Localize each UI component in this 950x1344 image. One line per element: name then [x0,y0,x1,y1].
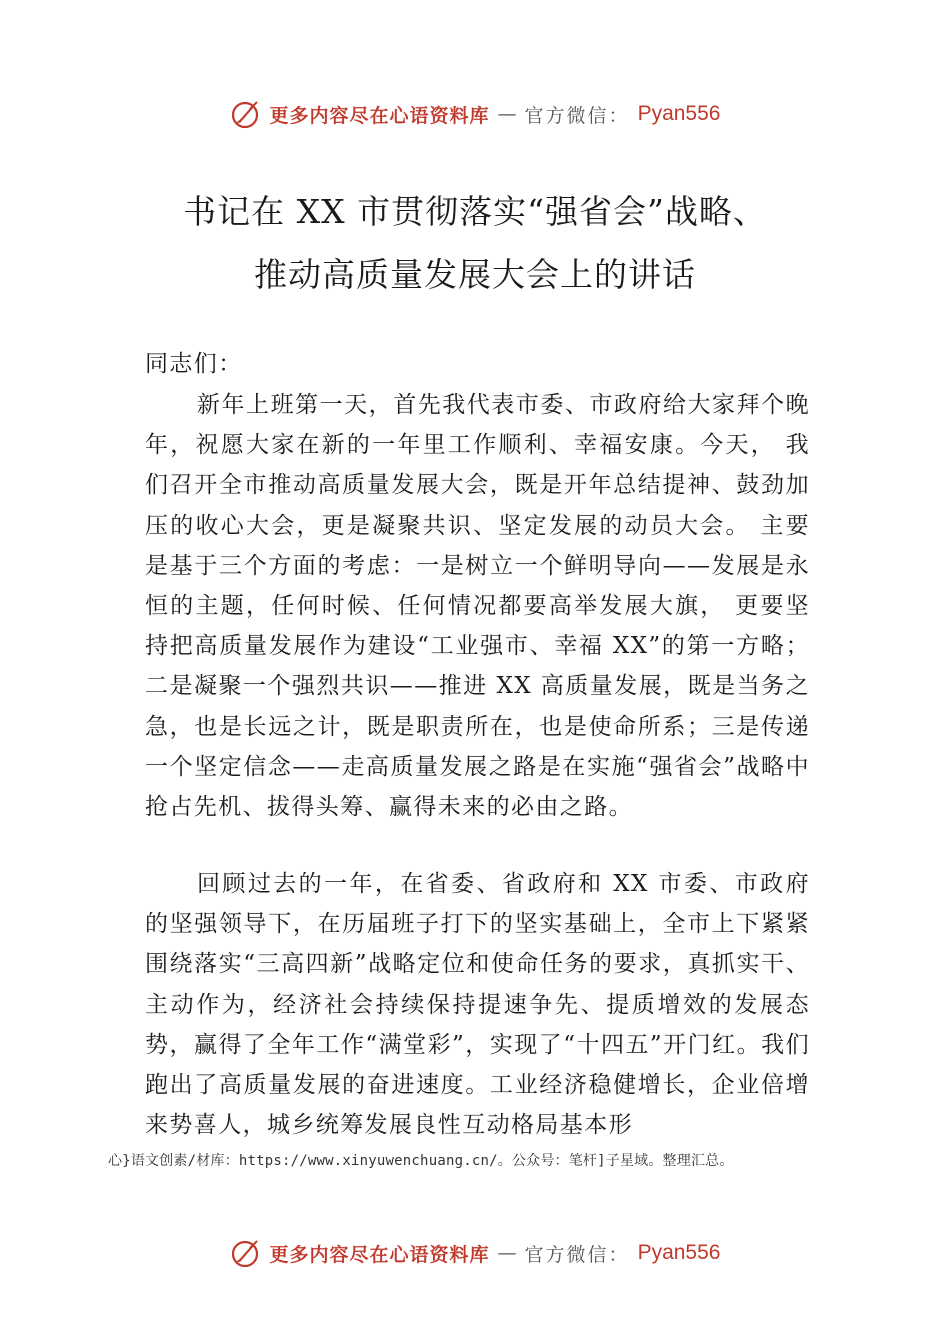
footer-watermark-banner [0,1233,950,1273]
wechat-label: 官方微信： [524,104,630,127]
brand-text: 更多内容尽在心语资料库 [269,104,490,127]
brand-text: 更多内容尽在心语资料库 [269,1243,490,1266]
body-paragraph-1: 新年上班第一天，首先我代表市委、市政府给大家拜个晚年，祝愿大家在新的一年里工作顺利、幸福安康。今天， 我们召开全市推动高质量发展大会，既是开年总结提神、鼓劲加压的收心大会，更是凝聚共识、坚定发展的动员大会。 主要是基于三个方面的考虑：一是树立一个鲜明导向——发展是永恒的主题，任何时候、任何情况都要高举发展大旗， 更要坚持把高质量发展作为建设“工业强市、幸福 XX”的第一方略；二是凝聚一个强烈共识——推进 XX 高质量发展，既是当务之急，也是长远之计，既是职责所在，也是使命所系；三是传递一个坚定信念——走高质量发展之路是在实施“强省会”战略中抢占先机、拔得头筹、赢得未来的必由之路。 [145,392,810,821]
wechat-id: Pyan556 [637,1241,721,1264]
document-title-line-2: 推动高质量发展大会上的讲话 [254,255,696,294]
wechat-label: 官方微信： [524,1243,630,1266]
wechat-id: Pyan556 [637,102,721,125]
quill-pen-logo-icon [230,1237,262,1269]
salutation: 同志们： [145,351,243,377]
source-footnote: 心}语文创素/材库：https://www.xinyuwenchuang.cn/。公众号：笔杆]子星域。整理汇总。 [108,1153,734,1169]
body-paragraph-2: 回顾过去的一年，在省委、省政府和 XX 市委、市政府的坚强领导下，在历届班子打下的坚实基础上，全市上下紧紧围绕落实“三高四新”战略定位和使命任务的要求，真抓实干、主动作为，经济社会持续保持提速争先、提质增效的发展态势，赢得了全年工作“满堂彩”，实现了“十四五”开门红。我们跑出了高质量发展的奋进速度。工业经济稳健增长，企业倍增来势喜人，城乡统筹发展良性互动格局基本形 [145,871,810,1139]
document-title-line-1: 书记在 XX 市贯彻落实“强省会”战略、 [183,192,767,231]
quill-pen-logo-icon [230,98,262,130]
banner-separator: — [497,103,517,125]
banner-separator: — [497,1242,517,1264]
header-watermark-banner [0,94,950,134]
